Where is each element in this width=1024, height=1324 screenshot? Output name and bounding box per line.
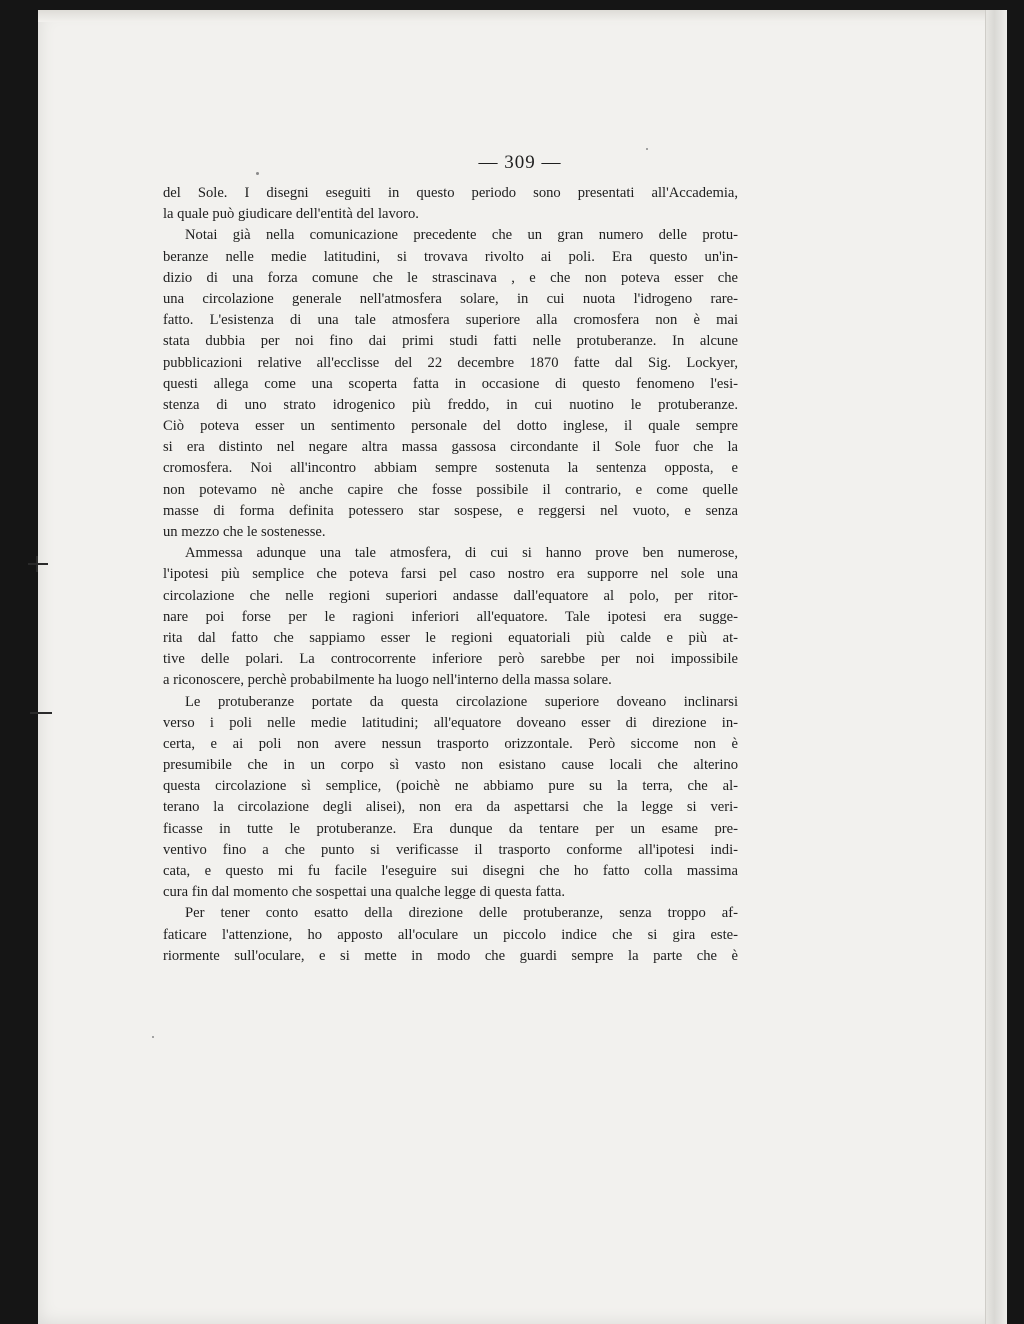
- text-line: rita dal fatto che sappiamo esser le regioni equatoriali più calde e più at-: [163, 629, 738, 646]
- paragraph: [163, 903, 738, 967]
- scan-speck: [152, 1036, 154, 1038]
- text-line: verso i poli nelle medie latitudini; all'equatore doveano esser di direzione in-: [163, 714, 738, 731]
- page-number: — 309 —: [478, 152, 562, 173]
- text-line: del Sole. I disegni eseguiti in questo periodo sono presentati all'Accademia,: [163, 185, 738, 201]
- text-line: questi allega come una scoperta fatta in occasione di questo fenomeno l'esi-: [163, 375, 738, 392]
- paragraph: [163, 543, 738, 691]
- text-line: cromosfera. Noi all'incontro abbiam sempre sostenuta la sentenza opposta, e: [163, 460, 738, 477]
- scan-speck: [646, 148, 648, 150]
- text-line: Ammessa adunque una tale atmosfera, di cui si hanno prove ben numerose,: [185, 545, 738, 562]
- text-line: ventivo fino a che punto si verificasse il trasporto conforme all'ipotesi indi-: [163, 841, 738, 858]
- text-line: questa circolazione sì semplice, (poichè ne abbiamo pure su la terra, che al-: [163, 778, 738, 795]
- paragraph: [163, 692, 738, 904]
- text-line: nare poi forse per le ragioni inferiori all'equatore. Tale ipotesi era sugge-: [163, 608, 738, 625]
- scan-speck: [256, 172, 259, 175]
- text-line: terano la circolazione degli alisei), non era da aspettarsi che la legge si veri-: [163, 799, 738, 816]
- text-line: tive delle polari. La controcorrente inferiore però sarebbe per noi impossibile: [163, 651, 738, 668]
- text-line: la quale può giudicare dell'entità del lavoro.: [163, 206, 419, 223]
- text-line: masse di forma definita potessero star sospese, e reggersi nel vuoto, e senza: [163, 502, 738, 519]
- margin-mark-stem: [36, 556, 38, 572]
- text-line: dizio di una forza comune che le strascinava , e che non poteva esser che: [163, 269, 738, 286]
- text-line: presumibile che in un corpo sì vasto non esistano cause locali che alterino: [163, 757, 738, 774]
- text-line: riormente sull'oculare, e si mette in modo che guardi sempre la parte che è: [163, 947, 738, 964]
- paper-right-edge: [985, 10, 1007, 1324]
- body-text: [163, 183, 738, 967]
- text-line: faticare l'attenzione, ho apposto all'oculare un piccolo indice che si gira este-: [163, 926, 738, 943]
- text-line: fatto. L'esistenza di una tale atmosfera superiore alla cromosfera non è mai: [163, 312, 738, 329]
- text-line: non potevamo nè anche capire che fosse possibile il contrario, e come quelle: [163, 481, 738, 498]
- text-line: cura fin dal momento che sospettai una qualche legge di questa fatta.: [163, 884, 565, 901]
- text-line: una circolazione generale nell'atmosfera solare, in cui nuota l'idrogeno rare-: [163, 290, 738, 307]
- margin-mark: [28, 563, 48, 565]
- text-line: pubblicazioni relative all'ecclisse del 22 decembre 1870 fatte dal Sig. Lockyer,: [163, 354, 738, 371]
- text-line: circolazione che nelle regioni superiori andasse dall'equatore al polo, per ritor-: [163, 587, 738, 604]
- text-line: ficasse in tutte le protuberanze. Era dunque da tentare per un esame pre-: [163, 820, 738, 837]
- paragraph: [163, 225, 738, 543]
- text-line: Le protuberanze portate da questa circolazione superiore doveano inclinarsi: [185, 693, 738, 710]
- paragraph: [163, 183, 738, 225]
- margin-mark: [30, 712, 52, 714]
- text-line: certa, e ai poli non avere nessun trasporto orizzontale. Però siccome non è: [163, 735, 738, 752]
- text-line: cata, e questo mi fu facile l'eseguire sui disegni che ho fatto colla massima: [163, 863, 738, 879]
- text-line: Per tener conto esatto della direzione delle protuberanze, senza troppo af-: [185, 905, 738, 922]
- text-line: a riconoscere, perchè probabilmente ha luogo nell'interno della massa solare.: [163, 672, 612, 689]
- text-line: Notai già nella comunicazione precedente che un gran numero delle protu-: [185, 227, 738, 244]
- paper-top-edge: [38, 10, 1006, 22]
- text-line: un mezzo che le sostenesse.: [163, 524, 326, 540]
- text-line: Ciò poteva esser un sentimento personale del dotto inglese, il quale sempre: [163, 418, 738, 435]
- text-line: stata dubbia per noi fino dai primi studi fatti nelle protuberanze. In alcune: [163, 333, 738, 350]
- text-line: l'ipotesi più semplice che poteva farsi pel caso nostro era supporre nel sole una: [163, 566, 738, 583]
- text-line: stenza di uno strato idrogenico più freddo, in cui nuotino le protuberanze.: [163, 396, 738, 413]
- text-line: beranze nelle medie latitudini, si trovava rivolto ai poli. Era questo un'in-: [163, 248, 738, 265]
- text-line: si era distinto nel negare altra massa gassosa circondante il Sole fuor che la: [163, 439, 738, 456]
